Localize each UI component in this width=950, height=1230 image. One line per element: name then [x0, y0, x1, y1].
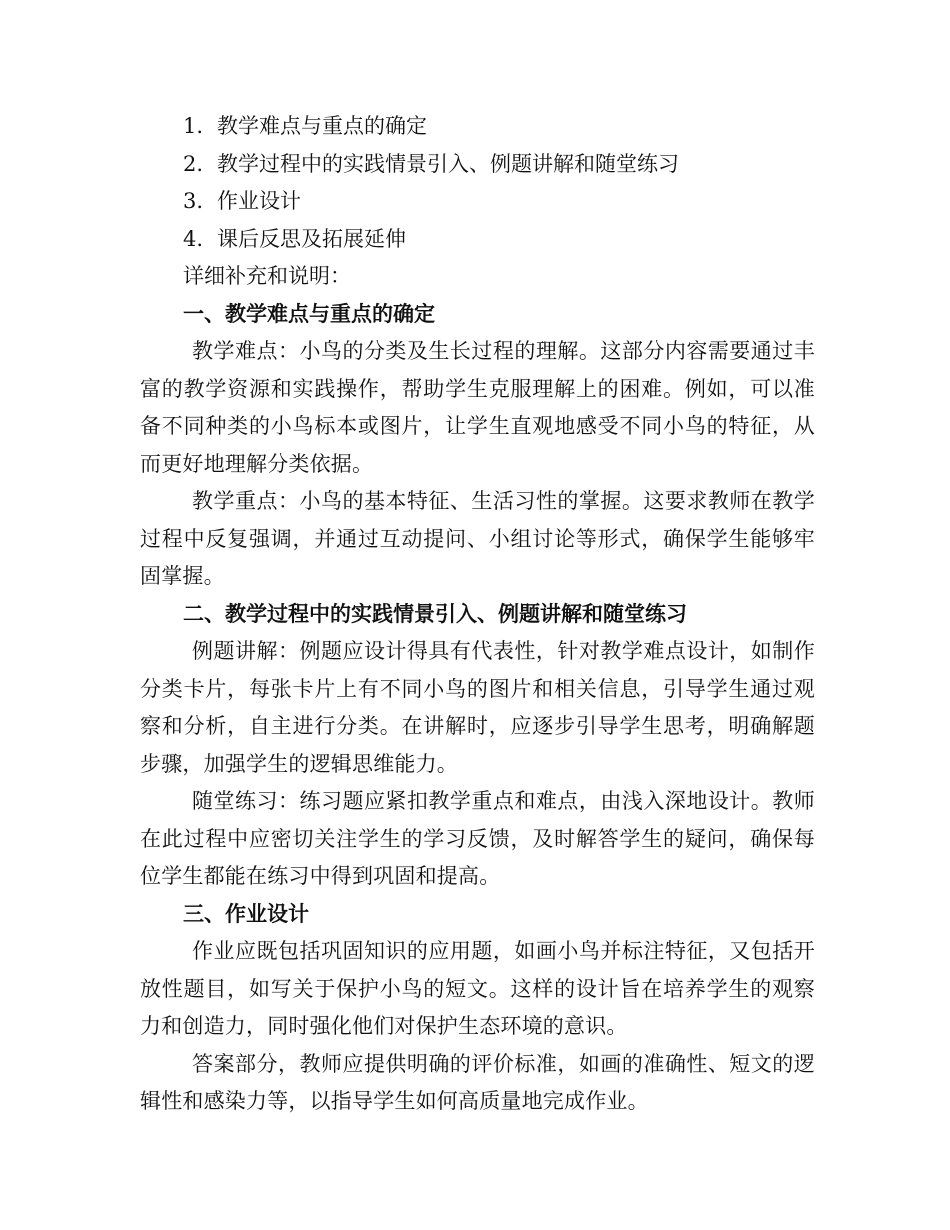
section-paragraph: 教学重点：小鸟的基本特征、生活习性的掌握。这要求教师在教学过程中反复强调，并通过互动提问、小组讨论等形式，确保学生能够牢固掌握。	[140, 489, 815, 588]
intro-text: 详细补充和说明：	[183, 264, 351, 288]
section-paragraph: 例题讲解：例题应设计得具有代表性，针对教学难点设计，如制作分类卡片，每张卡片上有不同小鸟的图片和相关信息，引导学生通过观察和分析，自主进行分类。在讲解时，应逐步引导学生思考，明确解题步骤，加强学生的逻辑思维能力。	[140, 639, 815, 776]
document-page	[140, 108, 815, 1121]
outline-item-text: 作业设计	[217, 189, 301, 213]
outline-item-text: 教学难点与重点的确定	[217, 114, 427, 138]
outline-item-number: 1.	[183, 114, 204, 138]
outline-item	[140, 146, 815, 184]
outline-item-number: 3.	[183, 189, 204, 213]
section-paragraph: 随堂练习：练习题应紧扣教学重点和难点，由浅入深地设计。教师在此过程中应密切关注学生的学习反馈，及时解答学生的疑问，确保每位学生都能在练习中得到巩固和提高。	[140, 789, 815, 888]
outline-item	[140, 221, 815, 259]
outline-item-number: 2.	[183, 151, 204, 176]
section-paragraph: 答案部分，教师应提供明确的评价标准，如画的准确性、短文的逻辑性和感染力等，以指导学生如何高质量地完成作业。	[140, 1051, 815, 1113]
outline-item-number: 4.	[183, 226, 204, 251]
outline-item-text: 课后反思及拓展延伸	[217, 226, 406, 251]
section-paragraph: 作业应既包括巩固知识的应用题，如画小鸟并标注特征，又包括开放性题目，如写关于保护小鸟的短文。这样的设计旨在培养学生的观察力和创造力，同时强化他们对保护生态环境的意识。	[140, 939, 815, 1038]
section-heading: 三、作业设计	[183, 901, 309, 926]
outline-item	[140, 108, 815, 146]
section-heading: 一、教学难点与重点的确定	[183, 301, 435, 326]
outline-item	[140, 183, 815, 221]
outline-item-text: 教学过程中的实践情景引入、例题讲解和随堂练习	[217, 151, 679, 176]
section-paragraph: 教学难点：小鸟的分类及生长过程的理解。这部分内容需要通过丰富的教学资源和实践操作，帮助学生克服理解上的困难。例如，可以准备不同种类的小鸟标本或图片，让学生直观地感受不同小鸟的特征，从而更好地理解分类依据。	[140, 339, 815, 476]
section-heading: 二、教学过程中的实践情景引入、例题讲解和随堂练习	[183, 601, 687, 626]
